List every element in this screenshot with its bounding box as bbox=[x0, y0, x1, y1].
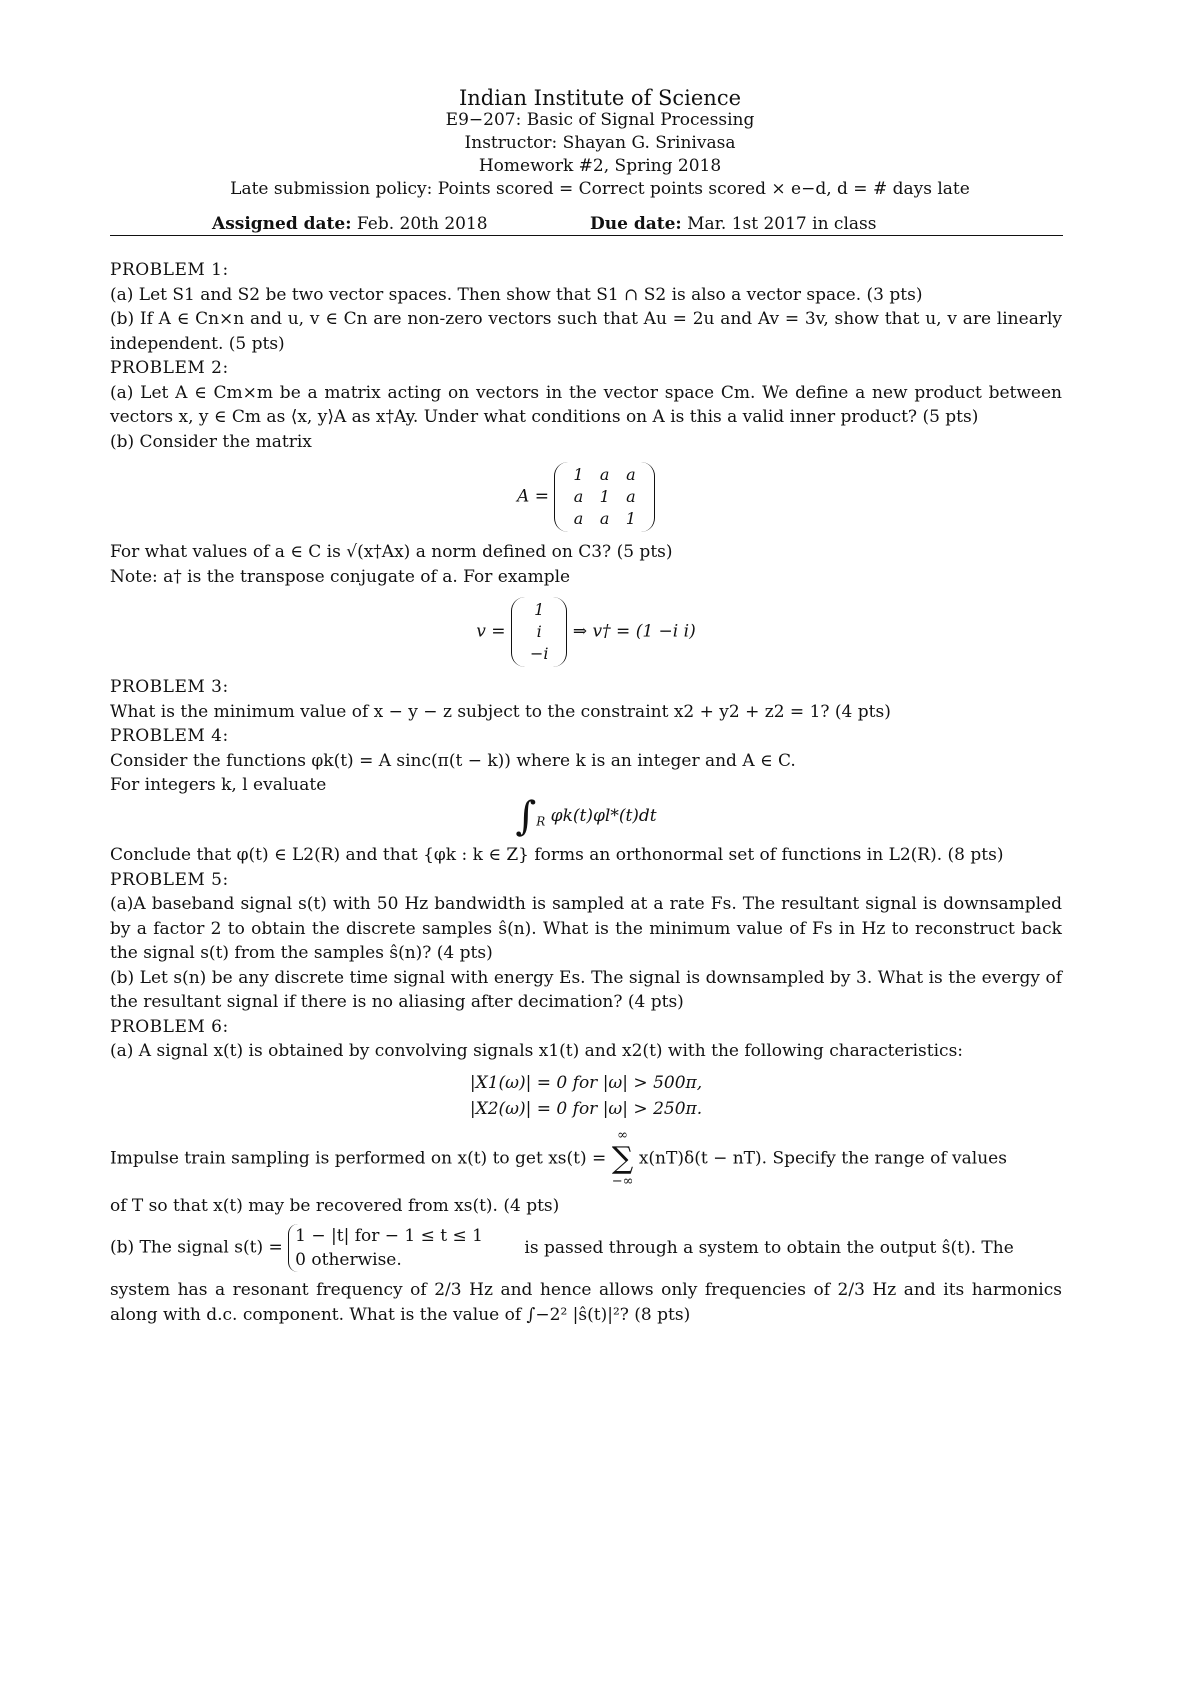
course-title: E9−207: Basic of Signal Processing bbox=[445, 110, 755, 130]
impulse-post: x(nT)δ(t − nT). Specify the range of values bbox=[638, 1148, 1007, 1169]
late-policy-line: Late submission policy: Points scored = Correct points scored × e−d, d = # days late bbox=[230, 179, 970, 199]
problem-6b-pre: (b) The signal s(t) = bbox=[110, 1237, 283, 1258]
assigned-label: Assigned date: bbox=[212, 214, 352, 234]
problem-4-conclude: Conclude that φ(t) ∈ L2(R) and that {φk : k ∈ Z} forms an orthonormal set of functions in L2(R). (8 pts) bbox=[110, 845, 1004, 866]
impulse-sampling-line bbox=[110, 1128, 1062, 1190]
matrix-lhs: A = bbox=[517, 486, 549, 507]
integral-sign: ∫ bbox=[515, 792, 537, 839]
problem-1a: (a) Let S1 and S2 be two vector spaces. Then show that S1 ∩ S2 is also a vector space. (3 pts) bbox=[110, 284, 923, 305]
integrand: φk(t)φl*(t)dt bbox=[550, 805, 657, 826]
problem-2-norm: For what values of a ∈ C is √(x†Ax) a norm defined on C3? (5 pts) bbox=[110, 542, 673, 562]
homework-line: Homework #2, Spring 2018 bbox=[478, 156, 722, 176]
problem-6b-rest: system has a resonant frequency of 2/3 Hz and hence allows only frequencies of 2/3 Hz and its harmonics along with d.c. component. What is the value of ∫−2² |ŝ(t)|²? (8 pts) bbox=[110, 1280, 1062, 1325]
problem-1-heading: PROBLEM 1: bbox=[110, 260, 229, 280]
piecewise-cases bbox=[288, 1224, 489, 1272]
problem-5b: (b) Let s(n) be any discrete time signal with energy Es. The signal is downsampled by 3. What is the evergy of the resultant signal if there is no aliasing after decimation? (4 pts) bbox=[110, 967, 1062, 1013]
problem-2b: (b) Consider the matrix bbox=[110, 431, 312, 452]
sum-upper: ∞ bbox=[617, 1127, 628, 1143]
condition-1: |X1(ω)| = 0 for |ω| > 500π, bbox=[469, 1072, 703, 1093]
problem-5-heading: PROBLEM 5: bbox=[110, 869, 229, 890]
spectrum-conditions bbox=[110, 1070, 1062, 1122]
problem-3-heading: PROBLEM 3: bbox=[110, 677, 229, 697]
impulse-pre: Impulse train sampling is performed on x(t) to get xs(t) = bbox=[110, 1148, 607, 1169]
assigned-date bbox=[212, 214, 488, 234]
matrix-cell: a bbox=[573, 509, 584, 528]
problem-4-text2: For integers k, l evaluate bbox=[110, 775, 327, 795]
vector-example bbox=[110, 597, 1062, 667]
sum-lower: −∞ bbox=[611, 1173, 634, 1189]
problem-6-heading: PROBLEM 6: bbox=[110, 1016, 229, 1037]
vector-rhs: ⇒ v† = (1 −i i) bbox=[572, 621, 696, 642]
header-rule bbox=[110, 235, 1063, 236]
problem-2a: (a) Let A ∈ Cm×m be a matrix acting on vectors in the vector space Cm. We define a new product between vectors x, y ∈ Cm as ⟨x, y⟩A as x†Ay. Under what conditions on A is this a valid inner product? (5 pts) bbox=[110, 382, 1062, 427]
matrix-cell: a bbox=[599, 509, 610, 528]
due-label: Due date: bbox=[590, 214, 682, 234]
problem-6a: (a) A signal x(t) is obtained by convolving signals x1(t) and x2(t) with the following characteristics: bbox=[110, 1041, 964, 1062]
matrix-cell: a bbox=[626, 465, 636, 484]
matrix bbox=[554, 462, 655, 532]
problem-4-heading: PROBLEM 4: bbox=[110, 726, 229, 746]
integral-domain: R bbox=[536, 813, 546, 828]
integral-equation bbox=[110, 792, 1062, 839]
due-date bbox=[590, 214, 876, 234]
institute-title: Indian Institute of Science bbox=[458, 86, 742, 110]
matrix-cell: 1 bbox=[625, 509, 636, 528]
summation bbox=[612, 1128, 634, 1190]
matrix-cell: a bbox=[626, 487, 636, 506]
matrix-cell: 1 bbox=[599, 487, 610, 506]
due-value: Mar. 1st 2017 in class bbox=[687, 214, 877, 234]
matrix-cell: a bbox=[573, 487, 584, 506]
matrix-cell: a bbox=[599, 465, 610, 484]
case-2: 0 otherwise. bbox=[295, 1250, 402, 1271]
problems-body bbox=[110, 258, 1062, 1327]
problem-2-heading: PROBLEM 2: bbox=[110, 358, 229, 378]
problem-3-text: What is the minimum value of x − y − z subject to the constraint x2 + y2 + z2 = 1? (4 pts) bbox=[110, 701, 891, 722]
vector-lhs: v = bbox=[476, 621, 506, 642]
sigma-icon: ∑ bbox=[611, 1140, 634, 1176]
problem-6b-post: is passed through a system to obtain the output ŝ(t). The bbox=[524, 1237, 1014, 1258]
condition-2: |X2(ω)| = 0 for |ω| > 250π. bbox=[469, 1098, 703, 1119]
problem-1b: (b) If A ∈ Cn×n and u, v ∈ Cn are non-zero vectors such that Au = 2u and Av = 3v, show that u, v are linearly independent. (5 pts) bbox=[110, 309, 1062, 354]
vector-cell: −i bbox=[529, 644, 549, 663]
problem-6b-line bbox=[110, 1224, 1062, 1272]
impulse-end: of T so that x(t) may be recovered from xs(t). (4 pts) bbox=[110, 1195, 560, 1216]
matrix-equation bbox=[110, 462, 1062, 532]
vector-cell: i bbox=[536, 622, 542, 641]
vector-cell: 1 bbox=[534, 600, 545, 619]
problem-5a: (a)A baseband signal s(t) with 50 Hz bandwidth is sampled at a rate Fs. The resultant signal is downsampled by a factor 2 to obtain the discrete samples ŝ(n). What is the minimum value of Fs in Hz to reconstruct back the signal s(t) from the samples ŝ(n)? (4 pts) bbox=[110, 894, 1062, 964]
problem-2-note: Note: a† is the transpose conjugate of a. For example bbox=[110, 566, 571, 587]
assigned-value: Feb. 20th 2018 bbox=[356, 214, 488, 234]
matrix-cell: 1 bbox=[573, 465, 584, 484]
problem-4-text1: Consider the functions φk(t) = A sinc(π(t − k)) where k is an integer and A ∈ C. bbox=[110, 750, 796, 771]
case-1: 1 − |t| for − 1 ≤ t ≤ 1 bbox=[295, 1226, 483, 1247]
vector bbox=[511, 597, 568, 667]
instructor-line: Instructor: Shayan G. Srinivasa bbox=[464, 133, 736, 153]
